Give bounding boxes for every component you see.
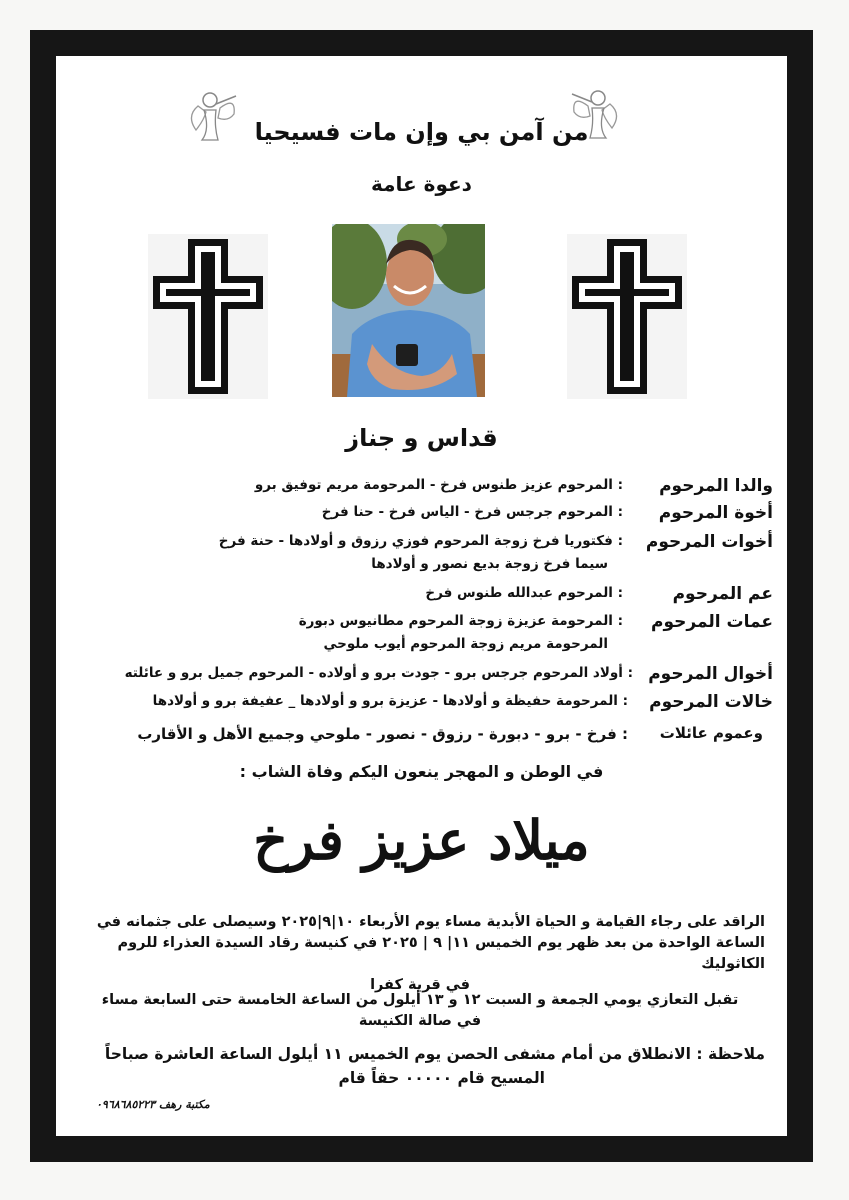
obituary-sheet (56, 56, 787, 1136)
printer-credit: مكتبة رهف ٠٩٦٨٦٨٥٢٢٣ (96, 1098, 210, 1111)
relative-row-families (73, 724, 773, 748)
funeral-details (75, 912, 765, 996)
relative-value: : المرحومة حفيظة و أولادها - عزيزة برو و أولادها _ عفيفة برو و أولادها (152, 693, 628, 709)
relative-label: عم المرحوم (672, 584, 773, 604)
relative-label: والدا المرحوم (659, 476, 773, 496)
condolence-info (75, 990, 765, 1032)
relative-label: عمات المرحوم (651, 612, 773, 632)
details-line: في قرية كفرا (370, 977, 470, 993)
relative-value-second-line: المرحومة مريم زوجة المرحوم أيوب ملوحي (323, 636, 608, 652)
relative-row-parents (73, 476, 773, 500)
relative-row-uncle (73, 584, 773, 608)
note-line: المسيح قام ٠٠٠٠٠ حقاً قام (338, 1069, 545, 1087)
relative-value: : المرحوم عزيز طنوس فرخ - المرحومة مريم توفيق برو (254, 477, 623, 493)
cross-icon-right (567, 234, 687, 399)
relative-label: وعموم عائلات (659, 724, 763, 742)
relative-value: : المرحومة عزيزة زوجة المرحوم مطانيوس دبورة (298, 613, 623, 629)
relative-value: : المرحوم جرجس فرخ - الياس فرخ - حنا فرخ (321, 504, 623, 520)
relative-label: خالات المرحوم (649, 692, 773, 712)
relative-value: : المرحوم عبدالله طنوس فرخ (425, 585, 623, 601)
condolence-line: في صالة الكنيسة (358, 1013, 482, 1029)
relative-value: : فرخ - برو - دبورة - رزوق - نصور - ملوحي وجميع الأهل و الأقارب (137, 725, 628, 743)
condolence-line: تقبل التعازي يومي الجمعة و السبت ١٢ و ١٣ أيلول من الساعة الخامسة حتى السابعة مساء (101, 992, 739, 1008)
details-line: الراقد على رجاء القيامة و الحياة الأبدية مساء يوم الأربعاء ١٠|٩|٢٠٢٥ وسيصلى على جثمانه في (96, 914, 765, 930)
relative-value: : أولاد المرحوم جرجس برو - جودت برو و أولاده - المرحوم جميل برو و عائلته (124, 665, 633, 681)
deceased-name: ميلاد عزيز فرخ (253, 808, 590, 872)
general-invitation: دعوة عامة (371, 172, 472, 196)
relative-row-uncles-maternal (73, 664, 773, 688)
note-line: ملاحظة : الانطلاق من أمام مشفى الحصن يوم الخميس ١١ أيلول الساعة العاشرة صباحاً (104, 1045, 765, 1063)
details-line: الساعة الواحدة من بعد ظهر يوم الخميس ١١| ٩ | ٢٠٢٥ في كنيسة رقاد السيدة العذراء للروم الكاثوليك (117, 935, 765, 972)
relative-label: أخوات المرحوم (645, 532, 773, 552)
mass-title: قداس و جناز (345, 424, 498, 452)
relative-label: أخوال المرحوم (648, 664, 773, 684)
relative-row-aunts-maternal (73, 692, 773, 716)
procession-note (75, 1042, 765, 1090)
relative-value: : فكتوريا فرخ زوجة المرحوم فوزي رزوق و أولادها - حنة فرخ (218, 533, 623, 549)
relative-row-brothers (73, 503, 773, 527)
relative-label: أخوة المرحوم (658, 503, 773, 523)
relative-row-sisters (73, 532, 773, 580)
announcement: في الوطن و المهجر ينعون اليكم وفاة الشاب : (239, 762, 604, 781)
relative-row-aunts-paternal (73, 612, 773, 660)
cross-icon-left (148, 234, 268, 399)
relative-value-second-line: سيما فرخ زوجة بديع نصور و أولادها (371, 556, 608, 572)
bible-verse: من آمن بي وإن مات فسيحيا (254, 118, 589, 146)
deceased-photo (332, 224, 485, 397)
